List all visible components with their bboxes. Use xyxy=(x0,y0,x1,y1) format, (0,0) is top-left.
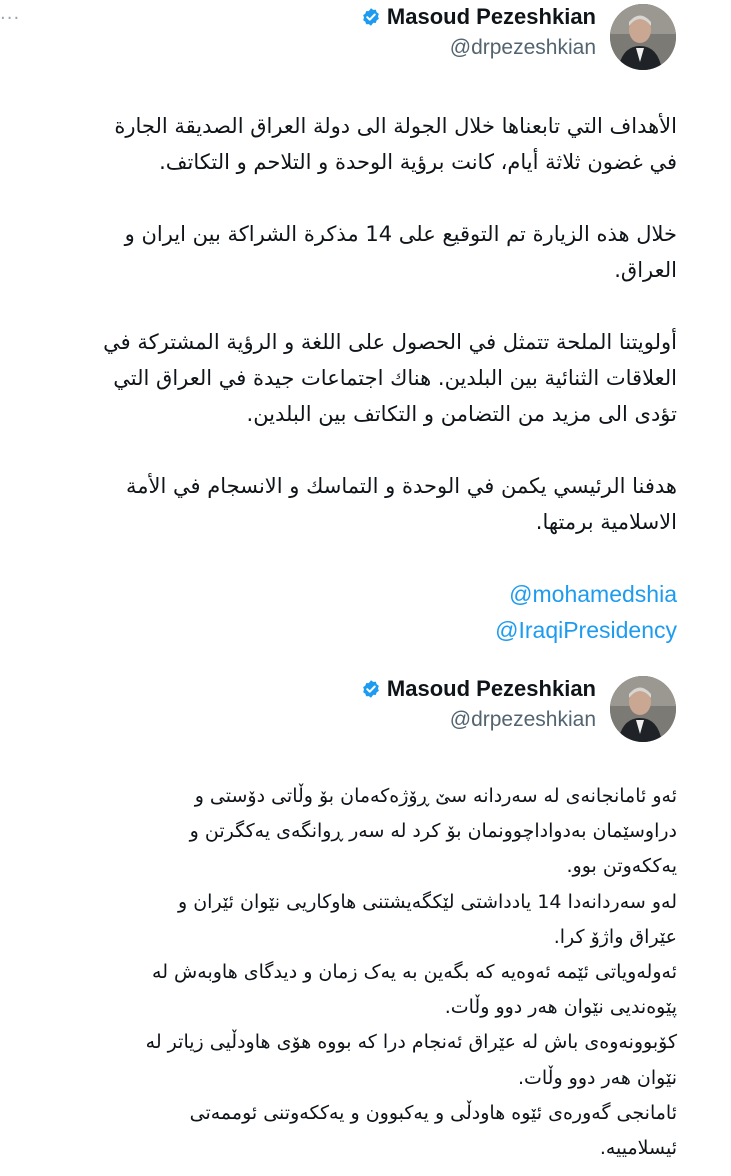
mention-link[interactable]: @mohamedshia xyxy=(509,581,677,607)
more-options-icon[interactable]: ··· xyxy=(0,8,21,29)
tweet2-line: دراوسێمان بەدواداچوونمان بۆ کرد لە سەر ڕوانگەی یەکگرتن و xyxy=(189,820,677,843)
tweet1-paragraph: أولويتنا الملحة تتمثل في الحصول على اللغة و الرؤية المشتركة في العلاقات الثنائية بين البلدين. هناك اجتماعات جيدة في العراق التي تؤدى الى مزيد من التضامن و التكاتف بين البلدين. xyxy=(103,330,677,426)
tweet2-line: نێوان هەر دوو وڵات. xyxy=(517,1066,677,1089)
tweet1-paragraph: الأهداف التي تابعناها خلال الجولة الى دولة العراق الصديقة الجارة في غضون ثلاثة أيام، كانت برؤية الوحدة و التلاحم و التكاتف. xyxy=(114,114,677,174)
verified-badge-icon xyxy=(361,679,381,699)
tweet2-line: ئەو ئامانجانەی لە سەردانە سێ ڕۆژەکەمان بۆ وڵاتی دۆستی و xyxy=(194,785,677,807)
tweet2-line: پێوەندیی نێوان هەر دوو وڵات. xyxy=(444,996,677,1019)
tweet1-display-name[interactable]: Masoud Pezeshkian xyxy=(386,4,596,29)
tweet2-line: ئیسلامییە. xyxy=(599,1137,677,1160)
avatar-portrait-icon xyxy=(610,676,676,742)
tweet1-header xyxy=(361,4,676,70)
tweet2-line: ئەولەویاتی ئێمە ئەوەیە کە بگەین بە یەک زمان و دیدگای هاوبەش لە xyxy=(152,961,677,984)
tweet2-line: ئامانجی گەورەی ئێوە هاودڵی و یەکبوون و یەککەوتنی ئوممەتی xyxy=(189,1101,677,1124)
tweet1-body xyxy=(17,108,677,648)
tweet1-name-row xyxy=(361,4,596,30)
tweet1-avatar[interactable] xyxy=(610,4,676,70)
tweet2-header xyxy=(361,676,676,742)
tweet1-paragraph: خلال هذه الزيارة تم التوقيع على 14 مذكرة الشراكة بين ايران و العراق. xyxy=(124,222,677,282)
tweet2-avatar[interactable] xyxy=(610,676,676,742)
tweet1-paragraph: هدفنا الرئيسي يكمن في الوحدة و التماسك و الانسجام في الأمة الاسلامية برمتها. xyxy=(126,474,677,534)
tweet1-handle[interactable]: @drpezeshkian xyxy=(449,36,596,59)
tweet2-author xyxy=(361,676,596,732)
tweet1-author xyxy=(361,4,596,60)
verified-badge-icon xyxy=(361,7,381,27)
tweet2-name-row xyxy=(361,676,596,702)
tweet2-body xyxy=(57,779,677,1166)
tweet2-display-name[interactable]: Masoud Pezeshkian xyxy=(386,676,596,701)
tweet2-line: کۆبوونەوەی باش لە عێراق ئەنجام درا کە بووە هۆی هاودڵیی زیاتر لە xyxy=(145,1031,677,1054)
tweet2-line: لەو سەردانەدا 14 یادداشتی لێکگەیشتنی هاوکاریی نێوان ئێران و xyxy=(178,890,677,913)
tweet2-line: یەککەوتن بوو. xyxy=(566,855,677,878)
tweet2-line: عێراق واژۆ کرا. xyxy=(553,925,677,948)
mention-link[interactable]: @IraqiPresidency xyxy=(495,617,677,643)
avatar-portrait-icon xyxy=(610,4,676,70)
tweet2-handle[interactable]: @drpezeshkian xyxy=(449,708,596,731)
